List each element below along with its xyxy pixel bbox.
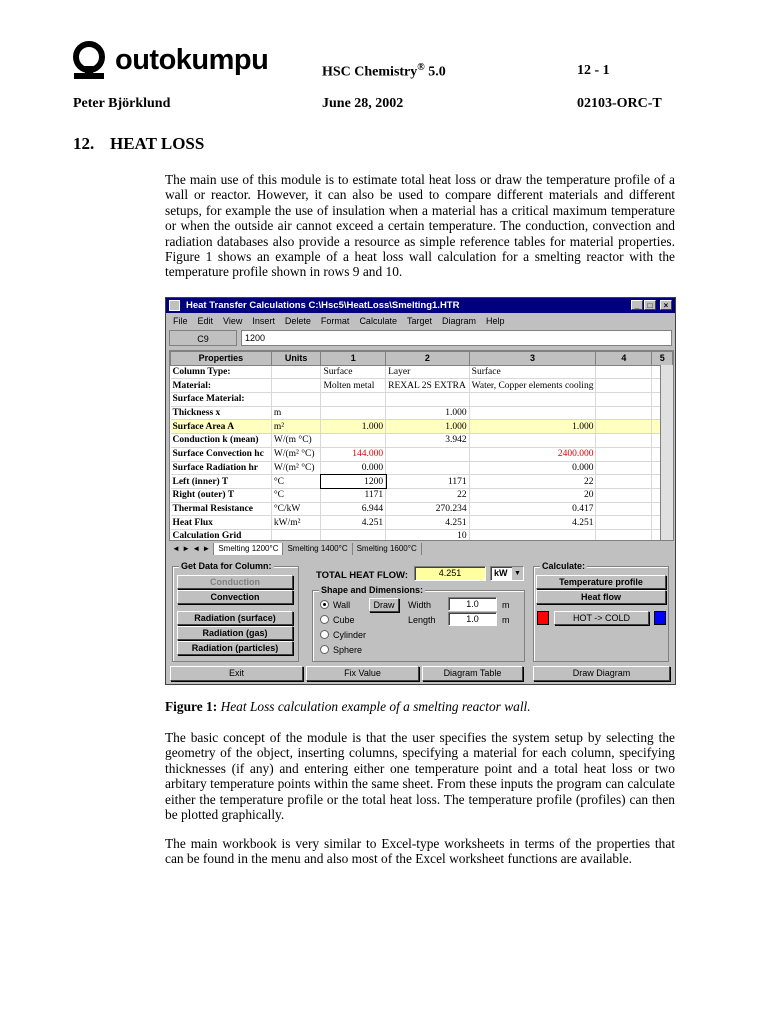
section-title: HEAT LOSS: [110, 134, 205, 153]
hot-color-swatch[interactable]: [537, 611, 549, 625]
shape-label: Shape and Dimensions:: [321, 585, 424, 595]
minimize-icon[interactable]: _: [631, 300, 643, 310]
length-input[interactable]: 1.0: [448, 612, 497, 626]
table-cell[interactable]: 0.000: [321, 461, 386, 475]
heat-transfer-window: [165, 297, 676, 685]
table-row: [171, 488, 673, 502]
table-cell[interactable]: [386, 393, 470, 407]
doc-code: 02103-ORC-T: [577, 96, 662, 111]
table-cell[interactable]: Surface: [469, 365, 596, 379]
menu-delete[interactable]: Delete: [284, 316, 311, 326]
menu-insert[interactable]: Insert: [252, 316, 275, 326]
table-cell[interactable]: Thickness x: [171, 406, 272, 420]
table-cell[interactable]: 1171: [386, 475, 470, 489]
basic-concept-paragraph: The basic concept of the module is that the user specifies the system setup by selecting the geometry of the object, inserting columns, specifying a material for each column, specifying thicknesses (if any) and entering either one temperature point and a total heat loss or two arbitary temperature points within the same sheet. From these inputs the program can calculate either the temperature profile or the total heat loss. The temperature profile (profiles) can then be plotted graphically.: [165, 730, 675, 823]
table-cell[interactable]: 1.000: [321, 420, 386, 434]
menu-format[interactable]: Format: [320, 316, 350, 326]
table-cell[interactable]: [596, 461, 652, 475]
table-row: [171, 529, 673, 541]
table-cell[interactable]: m: [271, 406, 321, 420]
registered-mark: ®: [417, 62, 425, 73]
table-cell[interactable]: Material:: [171, 379, 272, 393]
table-row: [171, 406, 673, 420]
table-cell[interactable]: °C: [271, 488, 321, 502]
menu-calculate[interactable]: Calculate: [359, 316, 397, 326]
table-cell[interactable]: Thermal Resistance: [171, 502, 272, 516]
table-cell[interactable]: [386, 461, 470, 475]
table-cell[interactable]: kW/m²: [271, 516, 321, 530]
table-cell[interactable]: 144.000: [321, 447, 386, 461]
temperature-profile-button[interactable]: Temperature profile: [536, 575, 666, 589]
table-cell[interactable]: [596, 365, 652, 379]
draw-diagram-button[interactable]: Draw Diagram: [533, 666, 670, 681]
company-logo: [72, 40, 287, 86]
close-icon[interactable]: ×: [660, 300, 672, 310]
radio-wall-label: Wall: [333, 600, 351, 610]
menu-edit[interactable]: Edit: [197, 316, 214, 326]
intro-paragraph: The main use of this module is to estimate total heat loss or draw the temperature profile of a wall or reactor. However, it can also be used to compare different materials and different setups, for example the use of insulation when a material has a critical maximum temperature or when the outside air cannot exceed a certain temperature. The conduction, convection and radiation databases also provide a resource as simple reference tables for material properties. Figure 1 shows an example of a heat loss wall calculation for a smelting reactor with the temperature profile shown in rows 9 and 10.: [165, 172, 675, 280]
cell-value-input[interactable]: 1200: [241, 330, 672, 346]
conduction-button[interactable]: Conduction: [177, 575, 293, 589]
table-cell[interactable]: Surface Area A: [171, 420, 272, 434]
table-cell[interactable]: [596, 447, 652, 461]
table-cell[interactable]: 6.944: [321, 502, 386, 516]
table-cell[interactable]: 0.000: [469, 461, 596, 475]
cell-reference[interactable]: C9: [169, 330, 237, 346]
worksheet-body: [171, 365, 673, 541]
table-cell[interactable]: 2400.000: [469, 447, 596, 461]
table-cell[interactable]: °C: [271, 475, 321, 489]
window-title: Heat Transfer Calculations C:\Hsc5\HeatLoss\Smelting1.HTR: [186, 300, 460, 311]
heat-flow-unit-select[interactable]: [490, 566, 524, 581]
table-cell[interactable]: [596, 488, 652, 502]
workbook-paragraph: The main workbook is very similar to Excel-type worksheets in terms of the properties that can be found in the menu and also most of the Excel worksheet functions are available.: [165, 836, 675, 867]
table-cell[interactable]: Calculation Grid: [171, 529, 272, 541]
table-cell[interactable]: [386, 447, 470, 461]
sheet-tab[interactable]: Smelting 1400°C: [283, 543, 352, 555]
heat-flow-unit: kW: [494, 568, 508, 578]
table-cell[interactable]: [596, 379, 652, 393]
radio-sphere[interactable]: [320, 645, 329, 654]
table-row: [171, 365, 673, 379]
table-cell[interactable]: Molten metal: [321, 379, 386, 393]
table-cell[interactable]: W/(m² °C): [271, 447, 321, 461]
table-cell[interactable]: Layer: [386, 365, 470, 379]
section-number: 12.: [73, 134, 95, 153]
radiation-particles-button[interactable]: Radiation (particles): [177, 641, 293, 655]
table-cell[interactable]: Column Type:: [171, 365, 272, 379]
radio-cylinder-label: Cylinder: [333, 630, 367, 640]
cold-color-swatch[interactable]: [654, 611, 666, 625]
table-cell[interactable]: REXAL 2S EXTRA: [386, 379, 470, 393]
table-cell[interactable]: W/(m °C): [271, 434, 321, 448]
width-input[interactable]: 1.0: [448, 597, 497, 611]
outokumpu-logo-icon: [72, 40, 106, 86]
table-cell[interactable]: [596, 475, 652, 489]
col-header-5: 5: [652, 352, 673, 366]
table-cell[interactable]: [321, 529, 386, 541]
table-cell[interactable]: Heat Flux: [171, 516, 272, 530]
menu-diagram[interactable]: Diagram: [441, 316, 476, 326]
total-heat-flow-label: TOTAL HEAT FLOW:: [316, 570, 408, 581]
col-header-1[interactable]: 1: [321, 352, 386, 366]
product-name: HSC Chemistry® 5.0: [322, 62, 446, 80]
table-cell[interactable]: [271, 393, 321, 407]
maximize-icon[interactable]: □: [644, 300, 656, 310]
table-cell[interactable]: Water, Copper elements cooling: [469, 379, 596, 393]
menu-help[interactable]: Help: [486, 316, 505, 326]
table-cell[interactable]: [271, 529, 321, 541]
table-cell[interactable]: Surface Radiation hr: [171, 461, 272, 475]
table-cell[interactable]: 270.234: [386, 502, 470, 516]
table-row: [171, 447, 673, 461]
company-name: outokumpu: [115, 44, 269, 76]
table-cell[interactable]: 1171: [321, 488, 386, 502]
table-cell[interactable]: [321, 434, 386, 448]
table-cell[interactable]: °C/kW: [271, 502, 321, 516]
draw-shape-button[interactable]: Draw: [369, 598, 399, 612]
table-cell[interactable]: [596, 502, 652, 516]
table-cell[interactable]: [469, 393, 596, 407]
table-cell[interactable]: 22: [386, 488, 470, 502]
fix-value-button[interactable]: Fix Value: [306, 666, 419, 681]
date: June 28, 2002: [322, 96, 404, 111]
table-cell[interactable]: 10: [386, 529, 470, 541]
table-cell[interactable]: Right (outer) T: [171, 488, 272, 502]
table-row: [171, 502, 673, 516]
table-cell[interactable]: Surface Material:: [171, 393, 272, 407]
radio-cylinder[interactable]: [320, 630, 329, 639]
figure-caption: [165, 699, 531, 715]
table-cell[interactable]: Surface: [321, 365, 386, 379]
table-cell[interactable]: 1.000: [386, 420, 470, 434]
length-label: Length: [408, 615, 436, 625]
col-header-units[interactable]: Units: [271, 352, 321, 366]
length-unit: m: [502, 615, 510, 625]
total-heat-flow-value[interactable]: 4.251: [414, 566, 486, 581]
product-version: 5.0: [428, 64, 446, 80]
menu-file[interactable]: File: [173, 316, 188, 326]
table-row: [171, 379, 673, 393]
radio-wall[interactable]: [320, 600, 329, 609]
table-row: [171, 461, 673, 475]
table-cell[interactable]: [596, 516, 652, 530]
worksheet-grid: [169, 350, 674, 541]
table-cell[interactable]: [271, 379, 321, 393]
table-cell[interactable]: [596, 434, 652, 448]
diagram-table-button[interactable]: Diagram Table: [422, 666, 523, 681]
table-cell[interactable]: 3.942: [386, 434, 470, 448]
table-cell[interactable]: 4.251: [321, 516, 386, 530]
page-number: 12 - 1: [577, 63, 610, 78]
table-row: [171, 420, 673, 434]
figure-caption-text: Heat Loss calculation example of a smelting reactor wall.: [220, 699, 531, 714]
table-cell[interactable]: Conduction k (mean): [171, 434, 272, 448]
table-cell[interactable]: m²: [271, 420, 321, 434]
menu-view[interactable]: View: [223, 316, 243, 326]
table-cell[interactable]: 1200: [321, 475, 386, 489]
sheet-tab[interactable]: Smelting 1600°C: [353, 543, 422, 555]
menu-target[interactable]: Target: [406, 316, 432, 326]
table-row: [171, 393, 673, 407]
control-panel: [166, 560, 675, 685]
heat-flow-button[interactable]: Heat flow: [536, 590, 666, 604]
radiation-gas-button[interactable]: Radiation (gas): [177, 626, 293, 640]
table-cell[interactable]: [469, 406, 596, 420]
table-cell[interactable]: [321, 406, 386, 420]
table-cell[interactable]: [469, 434, 596, 448]
sheet-tabs: [169, 543, 674, 555]
radio-sphere-label: Sphere: [333, 645, 363, 655]
tab-scroll-arrows[interactable]: ◄ ► ◄ ►: [169, 543, 214, 555]
col-header-2[interactable]: 2: [386, 352, 470, 366]
chevron-down-icon[interactable]: ▼: [512, 567, 523, 580]
table-cell[interactable]: 1.000: [386, 406, 470, 420]
get-data-label: Get Data for Column:: [181, 561, 272, 571]
width-unit: m: [502, 600, 510, 610]
author: Peter Björklund: [73, 96, 171, 111]
figure-label: Figure 1:: [165, 699, 218, 714]
table-cell[interactable]: [596, 406, 652, 420]
exit-button[interactable]: Exit: [170, 666, 303, 681]
table-cell[interactable]: 20: [469, 488, 596, 502]
table-cell[interactable]: [321, 393, 386, 407]
hot-cold-button[interactable]: HOT -> COLD: [554, 611, 649, 625]
table-cell[interactable]: 4.251: [386, 516, 470, 530]
calculate-label: Calculate:: [542, 561, 586, 571]
radio-cube-label: Cube: [333, 615, 355, 625]
table-row: [171, 475, 673, 489]
table-cell[interactable]: 22: [469, 475, 596, 489]
vertical-scrollbar[interactable]: [660, 365, 673, 541]
radio-cube[interactable]: [320, 615, 329, 624]
table-cell[interactable]: 1.000: [469, 420, 596, 434]
table-cell[interactable]: 4.251: [469, 516, 596, 530]
col-header-3[interactable]: 3: [469, 352, 596, 366]
col-header-4[interactable]: 4: [596, 352, 652, 366]
table-cell[interactable]: [271, 365, 321, 379]
table-cell[interactable]: W/(m² °C): [271, 461, 321, 475]
table-cell[interactable]: 0.417: [469, 502, 596, 516]
col-header-properties[interactable]: Properties: [171, 352, 272, 366]
column-header-row: [171, 352, 673, 366]
table-row: [171, 516, 673, 530]
formula-bar: [169, 330, 672, 347]
width-label: Width: [408, 600, 432, 610]
app-icon: [169, 300, 180, 311]
table-cell[interactable]: [596, 420, 652, 434]
table-cell[interactable]: Surface Convection hc: [171, 447, 272, 461]
table-cell[interactable]: Left (inner) T: [171, 475, 272, 489]
title-bar: [166, 298, 675, 313]
table-row: [171, 434, 673, 448]
sheet-tab[interactable]: Smelting 1200°C: [214, 543, 283, 555]
table-cell[interactable]: [596, 529, 652, 541]
table-cell[interactable]: [596, 393, 652, 407]
radiation-surface-button[interactable]: Radiation (surface): [177, 611, 293, 625]
menu-bar: [166, 314, 675, 328]
convection-button[interactable]: Convection: [177, 590, 293, 604]
table-cell[interactable]: [469, 529, 596, 541]
worksheet-table: [170, 351, 673, 541]
